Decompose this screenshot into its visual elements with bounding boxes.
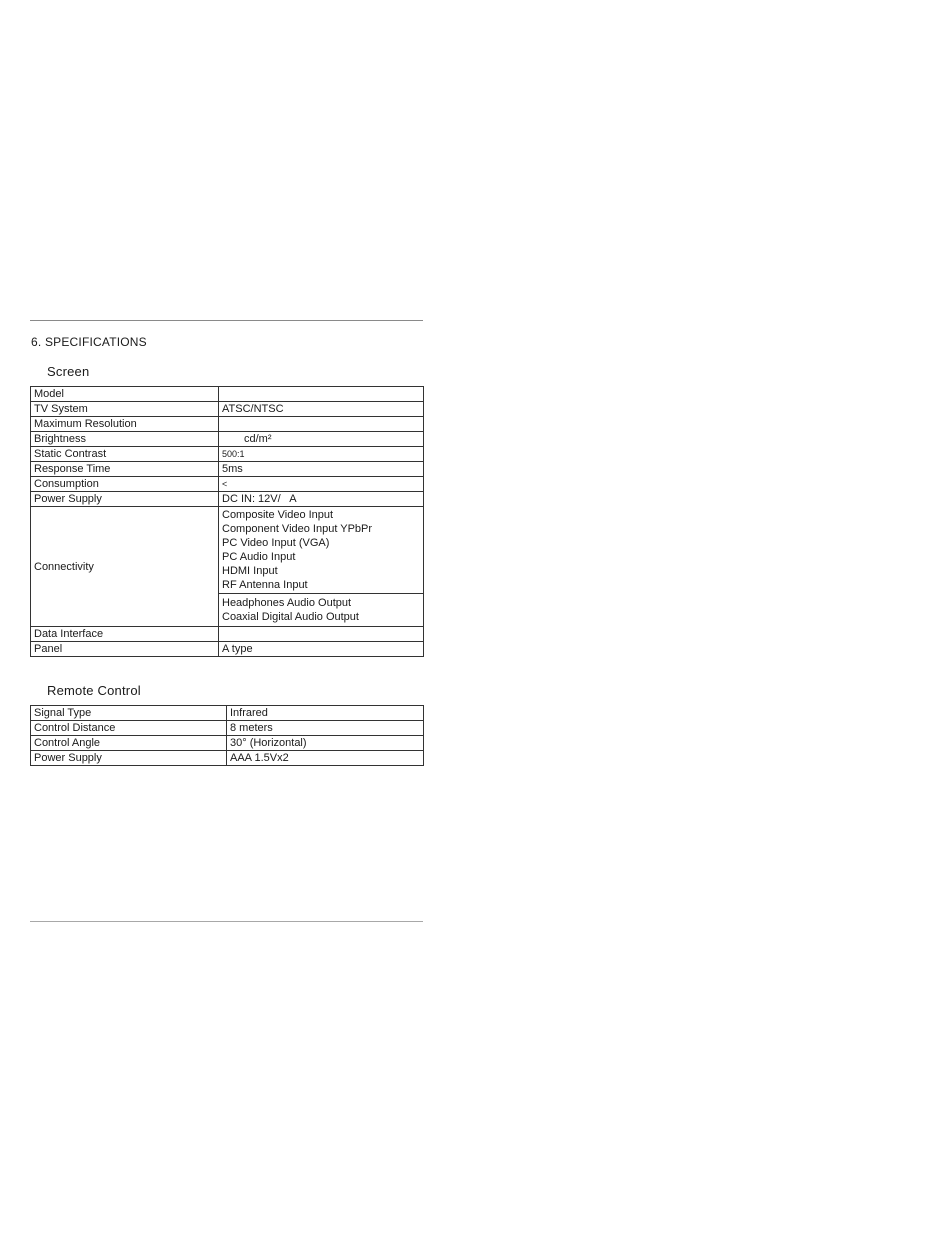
spec-value: AAA 1.5Vx2 [227, 751, 424, 766]
table-row [31, 642, 424, 657]
list-item: HDMI Input [222, 565, 278, 577]
spec-value: ATSC/NTSC [219, 402, 424, 417]
top-divider [30, 320, 423, 321]
table-row [31, 477, 424, 492]
table-row [31, 751, 424, 766]
spec-label: Model [31, 387, 219, 402]
connectivity-inputs [219, 507, 424, 594]
spec-value [219, 477, 424, 492]
table-row [31, 736, 424, 751]
spec-label: Panel [31, 642, 219, 657]
table-row [31, 492, 424, 507]
list-item: RF Antenna Input [222, 579, 308, 591]
table-row [31, 447, 424, 462]
spec-value: A type [219, 642, 424, 657]
spec-value [219, 387, 424, 402]
spec-label: Data Interface [31, 627, 219, 642]
screen-heading: Screen [47, 364, 90, 379]
spec-label: Consumption [31, 477, 219, 492]
table-row [31, 432, 424, 447]
list-item: Component Video Input YPbPr [222, 523, 373, 535]
spec-value [219, 432, 424, 447]
spec-label: Control Distance [31, 721, 227, 736]
table-row [31, 507, 424, 594]
screen-spec-table [30, 386, 424, 657]
spec-label: Static Contrast [31, 447, 219, 462]
spec-label: Response Time [31, 462, 219, 477]
spec-value [219, 447, 424, 462]
table-row [31, 402, 424, 417]
consumption-value: < [222, 479, 228, 489]
table-row [31, 387, 424, 402]
connectivity-outputs [219, 594, 424, 627]
spec-label: Signal Type [31, 706, 227, 721]
spec-label: Power Supply [31, 492, 219, 507]
bottom-divider [30, 921, 423, 922]
spec-value: 8 meters [227, 721, 424, 736]
list-item: Composite Video Input [222, 509, 334, 521]
remote-control-heading: Remote Control [47, 683, 141, 698]
spec-label: Maximum Resolution [31, 417, 219, 432]
table-row [31, 417, 424, 432]
list-item: Coaxial Digital Audio Output [222, 611, 359, 623]
spec-value: DC IN: 12V/ A [219, 492, 424, 507]
spec-value: 30° (Horizontal) [227, 736, 424, 751]
spec-value: Infrared [227, 706, 424, 721]
remote-spec-table [30, 705, 424, 766]
list-item: PC Video Input (VGA) [222, 537, 330, 549]
spec-value [219, 627, 424, 642]
spec-value [219, 417, 424, 432]
table-row [31, 706, 424, 721]
spec-label: TV System [31, 402, 219, 417]
table-row [31, 462, 424, 477]
section-title: 6. SPECIFICATIONS [31, 335, 147, 349]
list-item: PC Audio Input [222, 551, 296, 563]
list-item: Headphones Audio Output [222, 597, 352, 609]
spec-label: Power Supply [31, 751, 227, 766]
spec-value: 5ms [219, 462, 424, 477]
spec-label: Connectivity [31, 507, 219, 627]
spec-label: Control Angle [31, 736, 227, 751]
static-contrast-value: 500:1 [222, 449, 245, 459]
table-row [31, 721, 424, 736]
table-row [31, 627, 424, 642]
spec-label: Brightness [31, 432, 219, 447]
brightness-unit: cd/m² [244, 433, 272, 445]
